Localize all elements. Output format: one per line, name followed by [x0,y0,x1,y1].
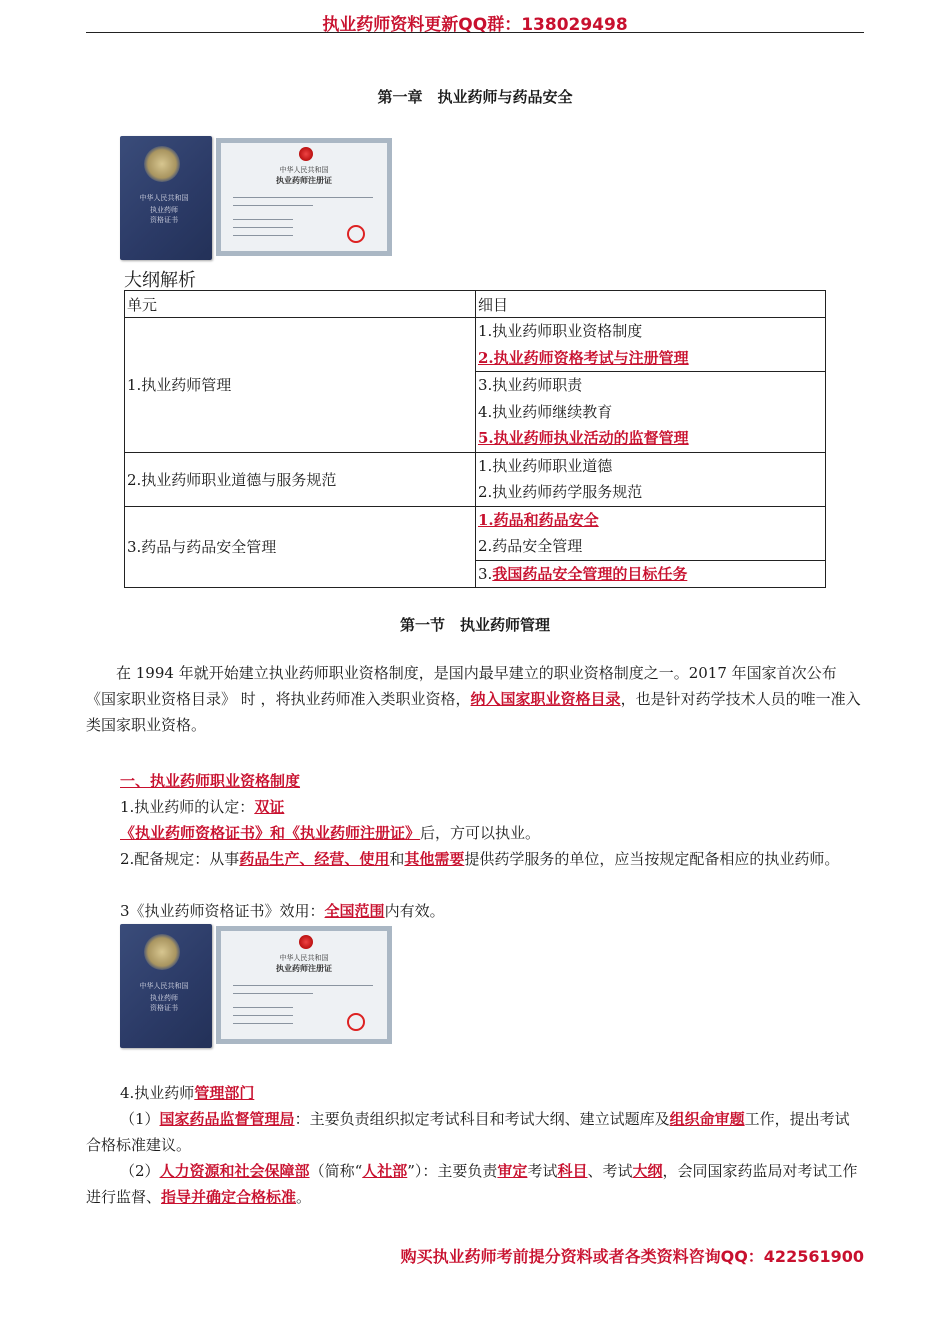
unit-cell: 2.执业药师职业道德与服务规范 [125,452,476,506]
line-text: ：主要负责组织拟定考试科目和考试大纲、建立试题库及 [294,1110,670,1128]
line-text: 和 [389,850,405,868]
detail-item [478,561,823,588]
book-title-1: 执业药师 [150,206,178,214]
registration-sheet [216,138,392,256]
text-line [120,1080,864,1106]
line-text: 、考试 [587,1162,633,1180]
detail-item: 4.执业药师继续教育 [478,402,613,421]
table-header-row [125,291,826,318]
detail-cell [476,506,826,560]
page-header: 执业药师资料更新QQ群：138029498 [322,15,628,35]
detail-item: 2.药品安全管理 [478,537,583,555]
line-highlight: 人社部 [362,1162,408,1180]
detail-item: 1.执业药师职业道德 [478,456,613,475]
line-text: ，会同国家药监局对考试工作进行监督、 [86,1162,858,1206]
intro-text: 在 1994 年就开始建立执业药师职业资格制度，是国内最早建立的职业资格制度之一。2017 年国家首次公布《国家职业资格目录》 时 ，将执业药师准入类职业资格， [86,664,837,708]
header-unit: 单元 [125,291,476,318]
detail-cell [476,560,826,588]
certificate-image [120,924,394,1048]
line-text: （简称“ [309,1162,363,1180]
book-country: 中华人民共和国 [139,982,189,990]
text-line [233,205,313,206]
subsection-heading-text: 一、执业药师职业资格制度 [120,772,301,790]
line-highlight: 审定 [497,1162,528,1180]
text-paragraph [86,846,864,872]
line-highlight: 管理部门 [194,1084,255,1102]
intro-highlight: 纳入国家职业资格目录 [470,690,621,708]
detail-item-highlight: 1.药品和药品安全 [478,510,599,529]
subsection-heading [120,768,864,794]
text-line [233,1015,293,1016]
line-highlight: 指导并确定合格标准 [161,1188,297,1206]
table-row [125,318,826,372]
line-text: 。 [296,1188,312,1206]
sheet-emblem-icon [299,935,313,949]
text-line [233,227,293,228]
sheet-country: 中华人民共和国 [279,954,329,962]
official-seal-icon [347,1013,365,1031]
detail-item: 2.执业药师药学服务规范 [478,483,643,501]
line-text: 3《执业药师资格证书》效用： [120,902,325,920]
book-country: 中华人民共和国 [139,194,189,202]
line-text: （2） [120,1162,160,1180]
detail-item-highlight: 5.执业药师执业活动的监督管理 [478,429,689,447]
detail-item: 1.执业药师职业资格制度 [478,322,643,340]
line-highlight: 科目 [557,1162,588,1180]
outline-title: 大纲解析 [124,270,196,291]
line-text: 工作，提出考试合格标准建议。 [86,1110,850,1154]
page-footer: 购买执业药师考前提分资料或者各类资料咨询QQ：422561900 [400,1247,864,1266]
line-text: ”）：主要负责 [407,1162,498,1180]
table-row [125,506,826,560]
sheet-country: 中华人民共和国 [279,166,329,174]
text-line [233,985,373,986]
line-text: 1.执业药师的认定： [120,798,255,816]
line-highlight: 国家药品监督管理局 [159,1110,295,1128]
book-title-2: 资格证书 [150,1004,178,1012]
outline-table [124,290,826,588]
text-line [120,794,864,820]
detail-item-highlight: 2.执业药师资格考试与注册管理 [478,348,689,367]
text-paragraph [86,1158,864,1210]
detail-item: 3.执业药师职责 [478,376,583,394]
book-title-1: 执业药师 [150,994,178,1002]
line-text: 2.配备规定：从事 [120,850,240,868]
intro-paragraph [86,660,864,738]
line-text: （1） [120,1110,160,1128]
chapter-title: 第一章 执业药师与药品安全 [377,88,573,106]
line-highlight: 双证 [254,798,285,816]
detail-cell [476,452,826,506]
unit-cell: 3.药品与药品安全管理 [125,506,476,588]
table-row [125,452,826,506]
sheet-emblem-icon [299,147,313,161]
sheet-title: 执业药师注册证 [276,176,332,185]
line-highlight: 全国范围 [324,902,385,920]
line-text: 内有效。 [384,902,445,920]
text-line [120,898,864,924]
sheet-title: 执业药师注册证 [276,964,332,973]
book-title-2: 资格证书 [150,216,178,224]
qualification-book [120,136,212,260]
text-line [233,993,313,994]
text-line [120,820,864,846]
line-text: 考试 [527,1162,558,1180]
unit-cell: 1.执业药师管理 [125,318,476,453]
text-line [233,1023,293,1024]
text-line [233,219,293,220]
detail-cell [476,318,826,372]
line-highlight: 其他需要 [404,850,465,868]
line-text: 提供药学服务的单位，应当按规定配备相应的执业药师。 [464,850,840,868]
line-highlight: 药品生产、经营、使用 [239,850,390,868]
national-emblem-icon [144,146,180,182]
text-line [233,235,293,236]
intro-text: ，也是针对药学技术人员的唯一准入类国家职业资格。 [86,690,861,734]
official-seal-icon [347,225,365,243]
line-text: 4.执业药师 [120,1084,195,1102]
national-emblem-icon [144,934,180,970]
detail-item-highlight: 我国药品安全管理的目标任务 [492,564,688,583]
text-line [233,197,373,198]
section-title: 第一节 执业药师管理 [399,616,550,634]
line-highlight: 人力资源和社会保障部 [159,1162,310,1180]
header-divider [86,32,864,33]
qualification-book [120,924,212,1048]
text-paragraph [86,1106,864,1158]
line-text: 后，方可以执业。 [420,824,541,842]
line-highlight: 组织命审题 [669,1110,745,1128]
line-highlight: 大纲 [632,1162,663,1180]
line-highlight: 《执业药师资格证书》和《执业药师注册证》 [120,824,421,842]
header-detail: 细目 [476,291,826,318]
registration-sheet [216,926,392,1044]
detail-number: 3. [478,564,493,583]
detail-cell [476,372,826,453]
certificate-image [120,136,394,260]
text-line [233,1007,293,1008]
